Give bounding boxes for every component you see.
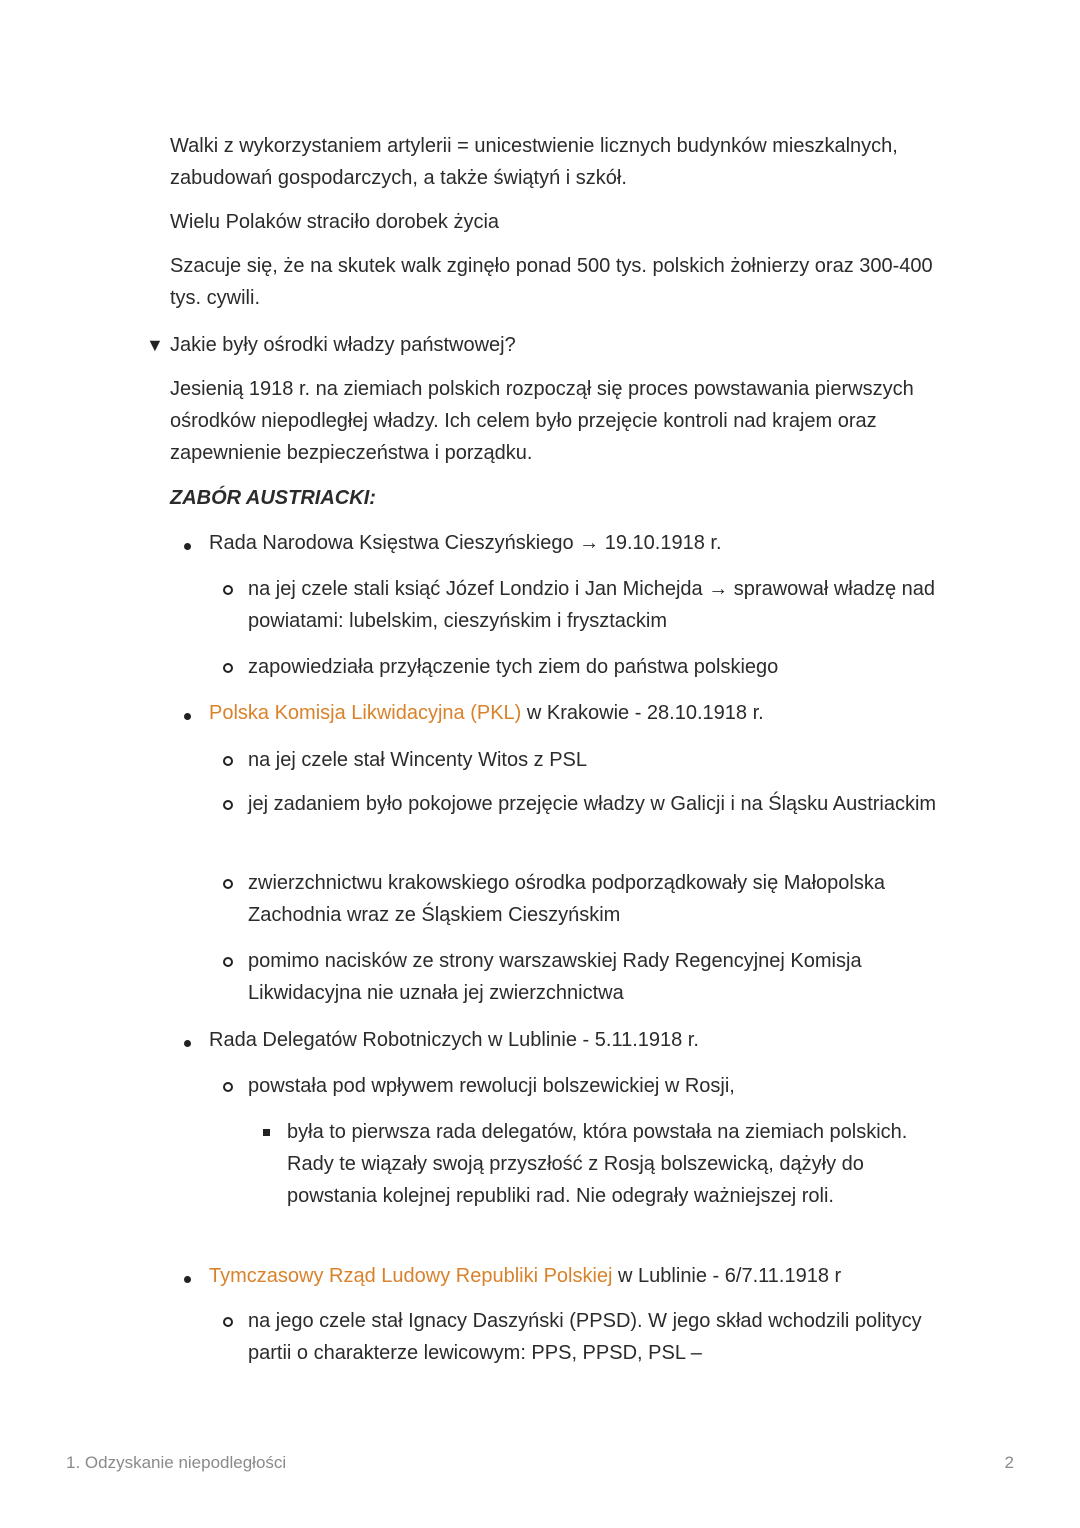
bullet-circle-icon bbox=[223, 585, 233, 595]
pkl-link[interactable]: Polska Komisja Likwidacyjna (PKL) bbox=[209, 702, 522, 724]
bullet-square-icon bbox=[263, 1129, 270, 1136]
intro-paragraph-1: Walki z wykorzystaniem artylerii = unicestwienie licznych budynków mieszkalnych, zabudowań gospodarczych, a także świątyń i szkół. bbox=[170, 135, 898, 189]
list-item-rzad-lublin bbox=[209, 1260, 969, 1292]
bullet-circle-icon bbox=[223, 800, 233, 810]
toggle-paragraph: Jesienią 1918 r. na ziemiach polskich rozpoczął się proces powstawania pierwszych ośrodków niepodległej władzy. Ich celem było przejęcie kontroli nad krajem oraz zapewnienie bezpieczeństwa i porządku. bbox=[170, 378, 914, 464]
list-item-sub: na jej czele stał Wincenty Witos z PSL bbox=[248, 749, 588, 771]
list-item-sub: powstała pod wpływem rewolucji bolszewickiej w Rosji, bbox=[248, 1075, 735, 1097]
bullet-dot-icon bbox=[184, 543, 191, 550]
page-number: 2 bbox=[1004, 1453, 1014, 1472]
list-item-sub: pomimo nacisków ze strony warszawskiej Rady Regencyjnej Komisja Likwidacyjna nie uznała jej zwierzchnictwa bbox=[248, 950, 862, 1004]
toggle-heading[interactable] bbox=[146, 329, 966, 361]
section-title: ZABÓR AUSTRIACKI: bbox=[170, 487, 376, 509]
bullet-circle-icon bbox=[223, 663, 233, 673]
list-item-sub: na jej czele stali ksiąć Józef Londzio i Jan Michejda → sprawował władzę nad powiatami: lubelskim, cieszyńskim i frysztackim bbox=[248, 578, 936, 632]
pkl-rest: w Krakowie - 28.10.1918 r. bbox=[521, 702, 764, 724]
list-item-pkl bbox=[209, 697, 969, 729]
list-item-rada-cieszyn: Rada Narodowa Księstwa Cieszyńskiego → 19.10.1918 r. bbox=[209, 532, 722, 554]
list-item-rada-lublin: Rada Delegatów Robotniczych w Lublinie - 5.11.1918 r. bbox=[209, 1029, 699, 1051]
list-item-sub: zapowiedziała przyłączenie tych ziem do państwa polskiego bbox=[248, 656, 779, 678]
bullet-circle-icon bbox=[223, 957, 233, 967]
bullet-circle-icon bbox=[223, 1082, 233, 1092]
bullet-circle-icon bbox=[223, 756, 233, 766]
list-item-sub: na jego czele stał Ignacy Daszyński (PPSD). W jego skład wchodzili politycy partii o charakterze lewicowym: PPS, PPSD, PSL – bbox=[248, 1310, 922, 1364]
bullet-dot-icon bbox=[184, 1040, 191, 1047]
list-item-subsub: była to pierwsza rada delegatów, która powstała na ziemiach polskich. Rady te wiązały swoją przyszłość z Rosją bolszewicką, dążyły do powstania kolejnej republiki rad. Nie odegrały ważniejszej roli. bbox=[287, 1121, 908, 1207]
intro-paragraph-2: Wielu Polaków straciło dorobek życia bbox=[170, 211, 500, 233]
list-item-sub: zwierzchnictwu krakowskiego ośrodka podporządkowały się Małopolska Zachodnia wraz ze Śląskiem Cieszyńskim bbox=[248, 872, 885, 926]
bullet-circle-icon bbox=[223, 879, 233, 889]
rzad-link[interactable]: Tymczasowy Rząd Ludowy Republiki Polskiej bbox=[209, 1265, 613, 1287]
list-item-sub: jej zadaniem było pokojowe przejęcie władzy w Galicji i na Śląsku Austriackim bbox=[248, 793, 937, 815]
bullet-circle-icon bbox=[223, 1317, 233, 1327]
intro-paragraph-3: Szacuje się, że na skutek walk zginęło ponad 500 tys. polskich żołnierzy oraz 300-400 tys. cywili. bbox=[170, 255, 933, 309]
triangle-down-icon[interactable]: ▼ bbox=[146, 335, 164, 355]
bullet-dot-icon bbox=[184, 1276, 191, 1283]
footer-title: 1. Odzyskanie niepodległości bbox=[66, 1453, 287, 1472]
rzad-rest: w Lublinie - 6/7.11.1918 r bbox=[612, 1265, 842, 1287]
bullet-dot-icon bbox=[184, 713, 191, 720]
toggle-question: Jakie były ośrodki władzy państwowej? bbox=[170, 334, 516, 356]
